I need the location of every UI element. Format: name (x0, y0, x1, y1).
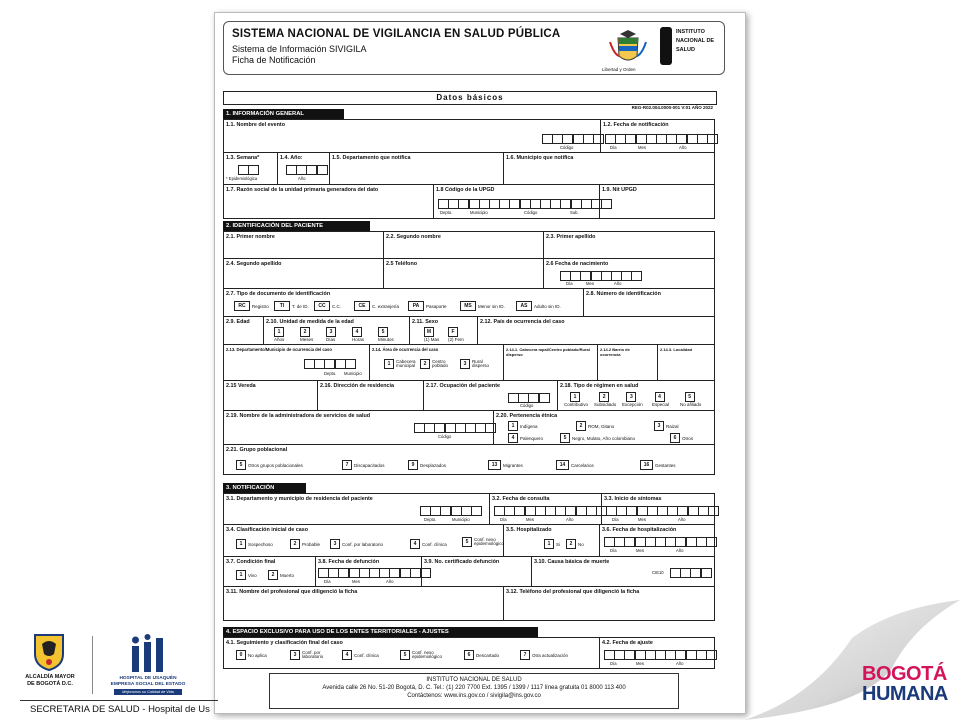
checkbox[interactable]: 7 (520, 650, 530, 660)
ins-line: NACIONAL DE (676, 38, 715, 44)
label: 1.3. Semana* (226, 155, 260, 161)
label: Subsidiado (594, 402, 617, 407)
label: 2.4. Segundo apellido (226, 261, 282, 267)
adjust-option[interactable] (236, 650, 267, 660)
checkbox[interactable]: RC (234, 301, 250, 311)
field-death-certificate[interactable] (422, 557, 532, 586)
group-option[interactable] (640, 460, 676, 470)
field-first-surname[interactable] (544, 232, 716, 258)
field-event-name[interactable] (224, 120, 600, 152)
hospital-tagline: Mejoramos su Calidad de Vida (114, 689, 182, 695)
ins-line: INSTITUTO (676, 29, 705, 35)
section-4-title: 4. ESPACIO EXCLUSIVO PARA USO DE LOS ENTES TERRITORIALES - AJUSTES (223, 627, 538, 637)
form-code: REG-R02.004.0000-001 V:01 AÑO 2022 (631, 105, 713, 110)
label: 3.8. Fecha de defunción (318, 559, 380, 565)
row-2-13 (223, 345, 715, 381)
label: Cabecera municipal (396, 359, 416, 368)
label: Mes (586, 281, 594, 286)
label: 2.21. Grupo poblacional (226, 447, 288, 453)
label: Desplazados (420, 462, 447, 468)
label: 1.6. Municipio que notifica (506, 155, 574, 161)
field-notification-date[interactable] (600, 120, 716, 152)
coat-caption: Libertad y Orden (602, 67, 636, 72)
label: Municipio (452, 517, 470, 522)
label: Otra actualización (532, 652, 569, 658)
field-department[interactable] (330, 153, 504, 184)
label: 3.5. Hospitalizado (506, 527, 552, 533)
label: Municipio (470, 210, 488, 215)
section-3-title: 3. NOTIFICACIÓN (223, 483, 306, 493)
adjust-option[interactable] (342, 650, 379, 660)
label: 2.11. Sexo (412, 319, 439, 325)
label: Minutos (378, 337, 394, 342)
label: Año (386, 579, 394, 584)
label: Migrantes (503, 462, 523, 468)
label: Si (556, 541, 561, 547)
class-1[interactable]: 1 Sospechoso (236, 539, 273, 549)
label: 1.4. Año: (280, 155, 303, 161)
ethnicity-2[interactable]: 2 ROM, Gitano (576, 421, 614, 431)
label: Día (500, 517, 507, 522)
system-subtitle: Sistema de Información SIVIGILA (232, 44, 367, 54)
alcaldia-line: ALCALDÍA MAYOR (25, 674, 75, 680)
label: Día (610, 661, 617, 666)
label: Día (612, 517, 619, 522)
field-upgd-nit[interactable] (600, 185, 716, 218)
regime-3[interactable]: 3 Excepción (622, 394, 643, 407)
checkbox[interactable]: CC (314, 301, 330, 311)
field-first-name[interactable] (224, 232, 384, 258)
logo-divider (92, 636, 93, 694)
label: 2.20. Pertenencia étnica (496, 413, 558, 419)
label: T. de ID. (292, 303, 309, 309)
label: Días (326, 337, 336, 342)
regime-1[interactable]: 1 Contributivo (564, 394, 589, 407)
field-neighborhood[interactable] (598, 345, 658, 380)
label: (1) Mas (424, 337, 440, 342)
label: 3.4. Clasificación inicial de caso (226, 527, 309, 533)
hospitalized-yes[interactable]: 1 Si (544, 539, 560, 549)
checkbox[interactable]: 14 (556, 460, 569, 470)
label: Registro (252, 303, 269, 309)
doc-option[interactable] (354, 301, 399, 311)
checkbox[interactable]: M (424, 327, 434, 337)
age-unit-3[interactable]: 3 Días (326, 329, 336, 342)
label: Año (676, 548, 684, 553)
label: Centro poblado (432, 359, 449, 368)
label: Año (679, 145, 687, 150)
row-4-1 (223, 637, 715, 669)
field-symptom-onset[interactable] (602, 494, 716, 524)
label: 2.14.3. Localidad (660, 347, 693, 352)
label: Conf. clínica (422, 541, 447, 547)
doc-option[interactable] (516, 301, 561, 311)
label: Contributivo (564, 402, 589, 407)
label: * Epidemiológica (226, 176, 258, 181)
field-business-name[interactable] (224, 185, 434, 218)
checkbox[interactable]: TI (274, 301, 290, 311)
label: 3.10. Causa básica de muerte (534, 559, 610, 565)
field-consultation-date[interactable] (490, 494, 602, 524)
form-footer (269, 673, 679, 709)
area-3[interactable]: 3 Rural disperso (460, 359, 492, 369)
adjust-option[interactable] (520, 650, 568, 660)
regime-2[interactable]: 2 Subsidiado (594, 394, 617, 407)
label: CIE10 (652, 570, 664, 575)
doc-option[interactable] (314, 301, 341, 311)
label: 4.1. Seguimiento y clasificación final del caso (226, 640, 343, 646)
label: 2.6 Fecha de nacimiento (546, 261, 609, 267)
label: Día (566, 281, 573, 286)
field-hospitalization-date[interactable] (600, 525, 716, 556)
ins-logo-icon (660, 27, 672, 65)
label: Sospechoso (248, 541, 273, 547)
label: Carcelarios (571, 462, 594, 468)
label: Día (610, 548, 617, 553)
footer-line: INSTITUTO NACIONAL DE SALUD (426, 677, 522, 683)
sex-male[interactable] (424, 327, 439, 342)
label: Año (298, 176, 306, 181)
field-death-cause[interactable] (532, 557, 716, 586)
group-option[interactable] (488, 460, 523, 470)
regime-4[interactable]: 4 Especial (652, 394, 670, 407)
class-3[interactable]: 3 Conf. por laboratorio (330, 539, 383, 549)
bottom-caption: SECRETARIA DE SALUD - Hospital de Us (20, 700, 218, 719)
field-second-name[interactable] (384, 232, 544, 258)
label: Otros (682, 435, 694, 441)
checkbox[interactable]: 5 (400, 650, 410, 660)
label: Día (610, 145, 617, 150)
label: Muerto (280, 572, 295, 578)
group-option[interactable] (408, 460, 446, 470)
field-eps[interactable] (224, 411, 494, 444)
label: 1.5. Departamento que notifica (332, 155, 411, 161)
field-locality[interactable] (658, 345, 716, 380)
label: Descartado (476, 652, 500, 658)
condition-dead[interactable]: 2 Muerto (268, 570, 294, 580)
adjust-option[interactable] (400, 650, 446, 660)
row-2-1 (223, 231, 715, 259)
row-2-19 (223, 411, 715, 445)
label: Otros grupos poblacionales (248, 462, 303, 468)
age-unit-4[interactable]: 4 Horas (352, 329, 365, 342)
label: Día (324, 579, 331, 584)
row-1-1 (223, 119, 715, 153)
section-1-title: 1. INFORMACIÓN GENERAL (223, 109, 344, 119)
group-option[interactable] (236, 460, 303, 470)
checkbox[interactable]: 5 (236, 460, 246, 470)
field-death-date[interactable] (316, 557, 422, 586)
group-option[interactable] (342, 460, 385, 470)
field-ethnicity[interactable] (494, 411, 716, 444)
field-document-number[interactable] (584, 289, 716, 316)
field-professional-phone[interactable] (504, 587, 716, 620)
field-initial-classification[interactable] (224, 525, 504, 556)
label: C.C. (332, 303, 341, 309)
field-final-follow-up[interactable] (224, 638, 600, 668)
area-1[interactable]: 1 Cabecera municipal (384, 359, 416, 369)
field-address[interactable] (318, 381, 424, 410)
field-sex[interactable] (410, 317, 478, 344)
label: (2) Fem (448, 337, 464, 342)
label: 2.7. Tipo de documento de identificación (226, 291, 331, 297)
datos-basicos-heading: Datos básicos (223, 91, 717, 105)
condition-alive[interactable]: 1 Vivo (236, 570, 257, 580)
area-2[interactable]: 2 Centro poblado (420, 359, 452, 369)
field-cabecera[interactable] (504, 345, 598, 380)
row-3-7 (223, 557, 715, 587)
form-subtitle: Ficha de Notificación (232, 55, 316, 65)
ethnicity-5[interactable]: 5 Negro, Mulato, Afro colombiano (560, 433, 635, 443)
doc-option[interactable] (460, 301, 505, 311)
label: Conf. por laboratorio (342, 541, 384, 547)
ethnicity-6[interactable]: 6 Otros (670, 433, 693, 443)
ins-line: SALUD (676, 47, 695, 53)
row-3-4 (223, 525, 715, 557)
adjust-option[interactable] (464, 650, 499, 660)
label: 2.17. Ocupación del paciente (426, 383, 500, 389)
field-occurrence-area[interactable] (370, 345, 504, 380)
field-phone[interactable] (384, 259, 544, 288)
label: 2.18. Tipo de régimen en salud (560, 383, 639, 389)
label: Rural disperso (472, 359, 490, 368)
label: 2.1. Primer nombre (226, 234, 275, 240)
row-3-1 (223, 493, 715, 525)
label: 3.12. Teléfono del profesional que diligenció la ficha (506, 589, 640, 595)
field-age[interactable] (224, 317, 264, 344)
label: Años (274, 337, 285, 342)
label: Municipio (344, 371, 362, 376)
ethnicity-1[interactable]: 1 Indígena (508, 421, 538, 431)
class-5[interactable]: 5 Conf. nexo epidemiológico (462, 537, 504, 547)
label: Horas (352, 337, 365, 342)
checkbox[interactable]: AS (516, 301, 532, 311)
label: Mes (636, 661, 644, 666)
doc-option[interactable] (274, 301, 309, 311)
row-3-11 (223, 587, 715, 621)
label: Palenquero (520, 435, 544, 441)
label: Indígena (520, 423, 538, 429)
checkbox[interactable]: 9 (408, 460, 418, 470)
label: Mes (638, 145, 646, 150)
label: 2.10. Unidad de medida de la edad (266, 319, 354, 325)
doc-option[interactable] (408, 301, 447, 311)
label: Conf. nexo epidemiológico (412, 649, 443, 659)
humana-line: HUMANA (862, 683, 948, 705)
label: Código (438, 434, 452, 439)
label: 1.7. Razón social de la unidad primaria generadora del dato (226, 187, 379, 193)
label: Gestantes (655, 462, 676, 468)
label: Conf. nexo epidemiológico (474, 536, 505, 546)
field-occupation[interactable] (424, 381, 558, 410)
age-unit-5[interactable]: 5 Minutos (378, 329, 394, 342)
label: Discapacitados (354, 462, 385, 468)
label: Conf. clínica (354, 652, 379, 658)
field-second-surname[interactable] (224, 259, 384, 288)
label: 1.2. Fecha de notificación (603, 122, 669, 128)
label: Especial (652, 402, 670, 407)
field-professional-name[interactable] (224, 587, 504, 620)
label: Conf. por laboratorio (302, 649, 324, 659)
hospital-line: EMPRESA SOCIAL DEL ESTADO (110, 682, 186, 687)
label: 3.2. Fecha de consulta (492, 496, 550, 502)
checkbox[interactable]: MS (460, 301, 476, 311)
field-week[interactable] (224, 153, 278, 184)
row-2-7 (223, 289, 715, 317)
label: 2.15 Vereda (226, 383, 256, 389)
footer-line: Contáctenos: www.ins.gov.co / sivigila@ins.gov.co (407, 693, 541, 699)
label: 3.9. No. certificado defunción (424, 559, 500, 565)
checkbox[interactable]: 4 (342, 650, 352, 660)
field-municipality[interactable] (504, 153, 716, 184)
label: 2.13. Departamento/Municipio de ocurrencia del caso (226, 347, 332, 352)
label: Excepción (622, 402, 643, 407)
label: Mes (352, 579, 360, 584)
label: C. extranjería (372, 303, 400, 309)
label: 2.14.2 Barrio de ocurrencia (600, 347, 630, 357)
field-health-regime[interactable] (558, 381, 716, 410)
form-header (223, 21, 725, 75)
ins-logo-text (676, 28, 728, 55)
label: Pasaporte (426, 303, 447, 309)
label: 3.7. Condición final (226, 559, 276, 565)
label: No aplica (248, 652, 267, 658)
row-2-9 (223, 317, 715, 345)
group-option[interactable] (556, 460, 594, 470)
field-population-group[interactable] (224, 445, 716, 474)
field-vereda[interactable] (224, 381, 318, 410)
checkbox[interactable]: 0 (236, 650, 246, 660)
class-4[interactable]: 4 Conf. clínica (410, 539, 447, 549)
label: Adulto sin ID. (534, 303, 561, 309)
label: Sub. (570, 210, 579, 215)
label: 2.5 Teléfono (386, 261, 418, 267)
checkbox[interactable]: 16 (640, 460, 653, 470)
bogota-line: BOGOTÁ (862, 663, 947, 685)
label: Menor sin ID. (478, 303, 505, 309)
checkbox[interactable]: 7 (342, 460, 352, 470)
ethnicity-4[interactable]: 4 Palenquero (508, 433, 543, 443)
row-2-21 (223, 445, 715, 475)
row-1-7 (223, 185, 715, 219)
age-unit-2[interactable]: 2 Meses (300, 329, 314, 342)
regime-5[interactable]: 5 No afiliado (680, 394, 702, 407)
adjust-option[interactable] (290, 650, 330, 660)
checkbox[interactable]: CE (354, 301, 370, 311)
field-year[interactable] (278, 153, 330, 184)
hospital-line: HOSPITAL DE USAQUÉN (119, 676, 177, 681)
label: Código (560, 145, 574, 150)
label: 3.6. Fecha de hospitalización (602, 527, 677, 533)
basic-data-form (223, 91, 717, 671)
label: Depto. (324, 371, 337, 376)
label: 3.11. Nombre del profesional que diligenció la ficha (226, 589, 358, 595)
checkbox[interactable]: 6 (464, 650, 474, 660)
label: 3.3. Inicio de síntomas (604, 496, 662, 502)
field-age-unit[interactable] (264, 317, 410, 344)
bogota-shield-icon (32, 632, 66, 672)
label: Mes (638, 517, 646, 522)
label: 1.8 Código de la UPGD (436, 187, 495, 193)
hospital-logo-icon (128, 634, 168, 674)
section-2-title: 2. IDENTIFICACIÓN DEL PACIENTE (223, 221, 370, 231)
ethnicity-3[interactable]: 3 Raizal (654, 421, 679, 431)
label: 2.3. Primer apellido (546, 234, 596, 240)
row-2-15 (223, 381, 715, 411)
checkbox[interactable]: 3 (290, 650, 300, 660)
label: 2.2. Segundo nombre (386, 234, 441, 240)
label: Mes (636, 548, 644, 553)
label: 2.19. Nombre de la administradora de servicios de salud (226, 413, 371, 419)
label: 4.2. Fecha de ajuste (602, 640, 653, 646)
class-2[interactable]: 2 Probable (290, 539, 320, 549)
field-country[interactable] (478, 317, 716, 344)
checkbox[interactable]: F (448, 327, 458, 337)
notification-form-sheet (214, 12, 746, 714)
label: Depto. (440, 210, 453, 215)
label: 2.8. Número de identificación (586, 291, 661, 297)
label: Año (678, 517, 686, 522)
label: Negro, Mulato, Afro colombiano (572, 435, 636, 441)
label: Código (524, 210, 538, 215)
field-final-condition[interactable] (224, 557, 316, 586)
label: 2.16. Dirección de residencia (320, 383, 395, 389)
footer-line: Avenida calle 26 No. 51-20 Bogotá, D. C. Tel.: (1) 220 7700 Ext. 1395 / 1399 / 1117 línea gratuita 01 8000 113 400 (322, 685, 626, 691)
age-unit-1[interactable]: 1 Años (274, 329, 285, 342)
row-1-3 (223, 153, 715, 185)
checkbox[interactable]: 13 (488, 460, 501, 470)
label: 2.12. País de ocurrencia del caso (480, 319, 565, 325)
label: 2.14.1. Cabecera mpal/Centro poblado/Rural disperso (506, 347, 590, 357)
label: 2.9. Edad (226, 319, 250, 325)
label: Año (566, 517, 574, 522)
label: 1.1. Nombre del evento (226, 122, 286, 128)
field-birth-date[interactable] (544, 259, 716, 288)
colombia-coat-of-arms-icon (606, 28, 650, 68)
label: Año (676, 661, 684, 666)
bogota-humana-logo (862, 664, 948, 704)
alcaldia-line: DE BOGOTÁ D.C. (27, 681, 73, 687)
field-upgd-code[interactable] (434, 185, 600, 218)
label: Mes (526, 517, 534, 522)
label: ROM, Gitano (588, 423, 615, 429)
label: Año (614, 281, 622, 286)
label: Código (520, 403, 534, 408)
label: 2.14. Área de ocurrencia del caso (372, 347, 439, 352)
field-occurrence-place[interactable] (224, 345, 370, 380)
system-title: SISTEMA NACIONAL DE VIGILANCIA EN SALUD PÚBLICA (232, 28, 561, 40)
sex-female[interactable] (448, 327, 464, 342)
row-2-4 (223, 259, 715, 289)
label: Probable (302, 541, 321, 547)
label: Raizal (666, 423, 679, 429)
label: No (578, 541, 584, 547)
hospitalized-no[interactable]: 2 No (566, 539, 584, 549)
doc-option[interactable] (234, 301, 269, 311)
field-hospitalized[interactable] (504, 525, 600, 556)
label: Depto. (424, 517, 437, 522)
label: Vivo (248, 572, 257, 578)
field-document-type[interactable] (224, 289, 584, 316)
label: Meses (300, 337, 314, 342)
label: No afiliado (680, 402, 702, 407)
checkbox[interactable]: PA (408, 301, 424, 311)
label: 3.1. Departamento y municipio de residencia del paciente (226, 496, 373, 502)
field-adjust-date[interactable] (600, 638, 716, 668)
field-residence[interactable] (224, 494, 490, 524)
label: 1.9. Nit UPGD (602, 187, 637, 193)
